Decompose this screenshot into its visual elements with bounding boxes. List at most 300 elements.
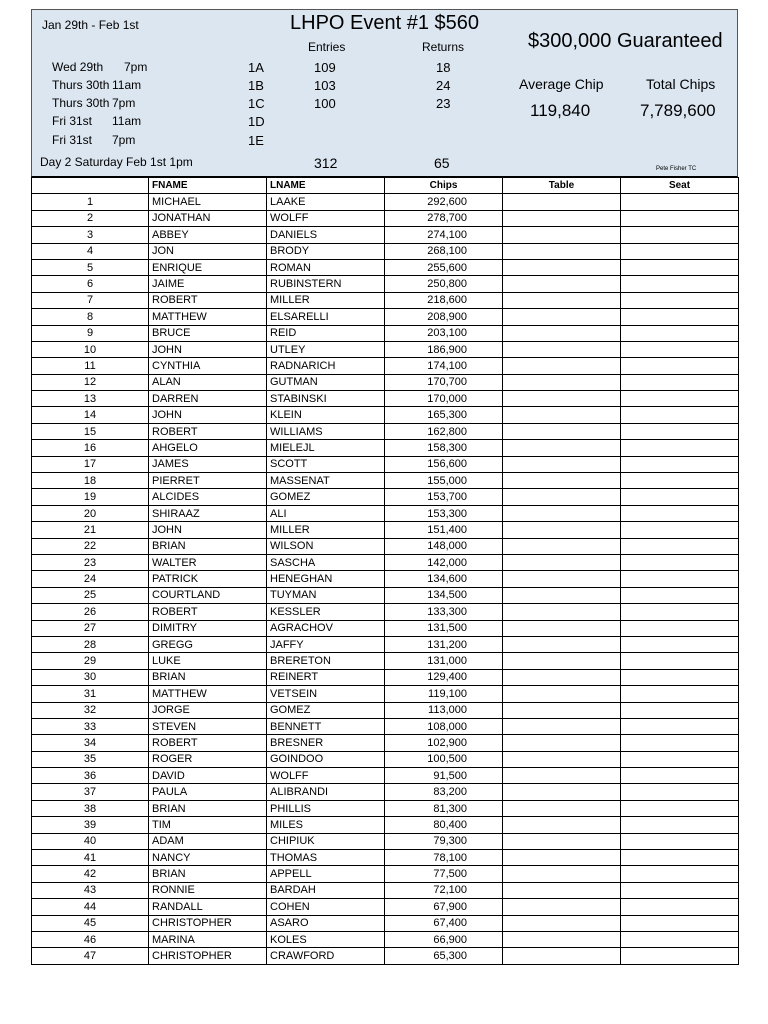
- table-row: [32, 604, 739, 620]
- cell-rank: 6: [32, 276, 149, 292]
- cell-table: [503, 473, 621, 489]
- cell-seat: [621, 505, 739, 521]
- cell-rank: 15: [32, 423, 149, 439]
- cell-fname: RONNIE: [149, 882, 267, 898]
- event-header: [31, 9, 738, 177]
- cell-seat: [621, 686, 739, 702]
- cell-fname: JOHN: [149, 522, 267, 538]
- table-row: [32, 522, 739, 538]
- cell-fname: PATRICK: [149, 571, 267, 587]
- cell-table: [503, 931, 621, 947]
- table-row: [32, 669, 739, 685]
- cell-rank: 12: [32, 374, 149, 390]
- flight-code: 1D: [248, 114, 265, 129]
- total-chips-label: Total Chips: [646, 76, 716, 92]
- cell-chips: 292,600: [385, 194, 503, 210]
- cell-lname: DANIELS: [267, 227, 385, 243]
- table-row: [32, 325, 739, 341]
- cell-table: [503, 620, 621, 636]
- cell-chips: 156,600: [385, 456, 503, 472]
- cell-fname: ROGER: [149, 751, 267, 767]
- cell-fname: DAVID: [149, 768, 267, 784]
- cell-lname: LAAKE: [267, 194, 385, 210]
- cell-seat: [621, 522, 739, 538]
- cell-rank: 30: [32, 669, 149, 685]
- cell-lname: BRERETON: [267, 653, 385, 669]
- cell-table: [503, 587, 621, 603]
- cell-chips: 72,100: [385, 882, 503, 898]
- cell-seat: [621, 751, 739, 767]
- cell-seat: [621, 587, 739, 603]
- cell-table: [503, 210, 621, 226]
- cell-seat: [621, 604, 739, 620]
- cell-table: [503, 571, 621, 587]
- cell-lname: CRAWFORD: [267, 948, 385, 964]
- cell-fname: MATTHEW: [149, 686, 267, 702]
- cell-lname: KESSLER: [267, 604, 385, 620]
- table-row: [32, 391, 739, 407]
- cell-seat: [621, 931, 739, 947]
- cell-fname: AHGELO: [149, 440, 267, 456]
- cell-table: [503, 309, 621, 325]
- cell-fname: SHIRAAZ: [149, 505, 267, 521]
- cell-rank: 27: [32, 620, 149, 636]
- cell-fname: WALTER: [149, 554, 267, 570]
- cell-chips: 131,200: [385, 636, 503, 652]
- cell-table: [503, 489, 621, 505]
- table-row: [32, 702, 739, 718]
- table-row: [32, 636, 739, 652]
- cell-chips: 162,800: [385, 423, 503, 439]
- table-row: [32, 735, 739, 751]
- table-row: [32, 833, 739, 849]
- cell-table: [503, 538, 621, 554]
- cell-lname: MASSENAT: [267, 473, 385, 489]
- cell-rank: 20: [32, 505, 149, 521]
- cell-table: [503, 505, 621, 521]
- cell-table: [503, 866, 621, 882]
- cell-rank: 3: [32, 227, 149, 243]
- table-row: [32, 243, 739, 259]
- cell-lname: UTLEY: [267, 341, 385, 357]
- cell-rank: 28: [32, 636, 149, 652]
- table-row: [32, 259, 739, 275]
- cell-chips: 268,100: [385, 243, 503, 259]
- cell-fname: BRUCE: [149, 325, 267, 341]
- cell-seat: [621, 784, 739, 800]
- cell-chips: 218,600: [385, 292, 503, 308]
- cell-fname: CYNTHIA: [149, 358, 267, 374]
- cell-rank: 18: [32, 473, 149, 489]
- flight-day: Thurs 30th: [52, 78, 110, 92]
- cell-table: [503, 423, 621, 439]
- table-row: [32, 866, 739, 882]
- cell-table: [503, 341, 621, 357]
- cell-table: [503, 702, 621, 718]
- cell-rank: 46: [32, 931, 149, 947]
- table-row: [32, 407, 739, 423]
- cell-table: [503, 227, 621, 243]
- cell-fname: STEVEN: [149, 718, 267, 734]
- cell-fname: DIMITRY: [149, 620, 267, 636]
- flight-returns: 23: [436, 96, 451, 111]
- cell-chips: 250,800: [385, 276, 503, 292]
- cell-seat: [621, 702, 739, 718]
- cell-chips: 255,600: [385, 259, 503, 275]
- cell-table: [503, 718, 621, 734]
- cell-chips: 78,100: [385, 850, 503, 866]
- cell-table: [503, 653, 621, 669]
- table-row: [32, 456, 739, 472]
- cell-table: [503, 391, 621, 407]
- cell-fname: GREGG: [149, 636, 267, 652]
- flight-time: 7pm: [112, 133, 136, 147]
- cell-chips: 142,000: [385, 554, 503, 570]
- cell-seat: [621, 850, 739, 866]
- cell-seat: [621, 915, 739, 931]
- cell-table: [503, 882, 621, 898]
- cell-fname: JAIME: [149, 276, 267, 292]
- cell-chips: 77,500: [385, 866, 503, 882]
- cell-fname: RANDALL: [149, 899, 267, 915]
- table-row: [32, 768, 739, 784]
- cell-chips: 133,300: [385, 604, 503, 620]
- cell-fname: PIERRET: [149, 473, 267, 489]
- table-header-row: [32, 178, 739, 194]
- cell-rank: 11: [32, 358, 149, 374]
- cell-rank: 5: [32, 259, 149, 275]
- table-row: [32, 210, 739, 226]
- cell-chips: 134,600: [385, 571, 503, 587]
- cell-seat: [621, 768, 739, 784]
- cell-rank: 14: [32, 407, 149, 423]
- table-row: [32, 538, 739, 554]
- cell-lname: MIELEJL: [267, 440, 385, 456]
- cell-fname: COURTLAND: [149, 587, 267, 603]
- cell-chips: 203,100: [385, 325, 503, 341]
- cell-chips: 65,300: [385, 948, 503, 964]
- cell-table: [503, 899, 621, 915]
- cell-seat: [621, 276, 739, 292]
- cell-rank: 16: [32, 440, 149, 456]
- cell-lname: STABINSKI: [267, 391, 385, 407]
- cell-chips: 274,100: [385, 227, 503, 243]
- cell-table: [503, 276, 621, 292]
- cell-table: [503, 604, 621, 620]
- cell-seat: [621, 899, 739, 915]
- table-row: [32, 194, 739, 210]
- chip-count-table: [31, 177, 739, 965]
- cell-rank: 22: [32, 538, 149, 554]
- cell-seat: [621, 391, 739, 407]
- cell-lname: SASCHA: [267, 554, 385, 570]
- cell-chips: 153,700: [385, 489, 503, 505]
- cell-fname: BRIAN: [149, 538, 267, 554]
- cell-chips: 134,500: [385, 587, 503, 603]
- cell-table: [503, 358, 621, 374]
- col-table-header: Table: [503, 178, 621, 194]
- cell-table: [503, 259, 621, 275]
- cell-lname: BENNETT: [267, 718, 385, 734]
- table-row: [32, 931, 739, 947]
- flight-returns: 18: [436, 60, 451, 75]
- cell-fname: JOHN: [149, 341, 267, 357]
- cell-chips: 208,900: [385, 309, 503, 325]
- cell-seat: [621, 358, 739, 374]
- cell-chips: 131,500: [385, 620, 503, 636]
- cell-fname: TIM: [149, 817, 267, 833]
- cell-seat: [621, 833, 739, 849]
- table-row: [32, 423, 739, 439]
- cell-seat: [621, 866, 739, 882]
- table-row: [32, 276, 739, 292]
- cell-chips: 67,900: [385, 899, 503, 915]
- cell-table: [503, 407, 621, 423]
- cell-rank: 23: [32, 554, 149, 570]
- table-row: [32, 784, 739, 800]
- cell-lname: JAFFY: [267, 636, 385, 652]
- cell-seat: [621, 440, 739, 456]
- cell-fname: ROBERT: [149, 735, 267, 751]
- cell-rank: 44: [32, 899, 149, 915]
- cell-fname: BRIAN: [149, 800, 267, 816]
- cell-rank: 40: [32, 833, 149, 849]
- cell-lname: ALI: [267, 505, 385, 521]
- cell-fname: JAMES: [149, 456, 267, 472]
- cell-chips: 108,000: [385, 718, 503, 734]
- cell-seat: [621, 309, 739, 325]
- cell-lname: APPELL: [267, 866, 385, 882]
- table-row: [32, 571, 739, 587]
- col-rank-header: [32, 178, 149, 194]
- cell-chips: 129,400: [385, 669, 503, 685]
- date-range: Jan 29th - Feb 1st: [42, 18, 139, 32]
- cell-lname: GOMEZ: [267, 702, 385, 718]
- cell-seat: [621, 407, 739, 423]
- table-row: [32, 882, 739, 898]
- table-body: [32, 194, 739, 964]
- cell-rank: 4: [32, 243, 149, 259]
- cell-rank: 42: [32, 866, 149, 882]
- cell-table: [503, 735, 621, 751]
- flight-time: 7pm: [124, 60, 148, 74]
- cell-chips: 158,300: [385, 440, 503, 456]
- cell-rank: 1: [32, 194, 149, 210]
- cell-chips: 102,900: [385, 735, 503, 751]
- cell-fname: JOHN: [149, 407, 267, 423]
- cell-fname: CHRISTOPHER: [149, 915, 267, 931]
- avg-chip-label: Average Chip: [519, 76, 604, 92]
- cell-fname: MATTHEW: [149, 309, 267, 325]
- table-row: [32, 309, 739, 325]
- cell-lname: WILSON: [267, 538, 385, 554]
- cell-lname: KLEIN: [267, 407, 385, 423]
- table-row: [32, 718, 739, 734]
- cell-seat: [621, 800, 739, 816]
- cell-seat: [621, 227, 739, 243]
- table-row: [32, 587, 739, 603]
- table-row: [32, 817, 739, 833]
- cell-seat: [621, 456, 739, 472]
- cell-table: [503, 554, 621, 570]
- cell-rank: 32: [32, 702, 149, 718]
- cell-fname: ADAM: [149, 833, 267, 849]
- cell-lname: WILLIAMS: [267, 423, 385, 439]
- cell-seat: [621, 669, 739, 685]
- cell-lname: BARDAH: [267, 882, 385, 898]
- cell-fname: JON: [149, 243, 267, 259]
- cell-lname: ROMAN: [267, 259, 385, 275]
- flight-entries: 100: [314, 96, 336, 111]
- credit-text: Pete Fisher TC: [656, 166, 697, 172]
- cell-chips: 186,900: [385, 341, 503, 357]
- cell-seat: [621, 374, 739, 390]
- cell-seat: [621, 620, 739, 636]
- cell-rank: 36: [32, 768, 149, 784]
- table-row: [32, 358, 739, 374]
- cell-fname: LUKE: [149, 653, 267, 669]
- day2-info: Day 2 Saturday Feb 1st 1pm: [40, 155, 193, 169]
- flight-code: 1E: [248, 133, 264, 148]
- cell-fname: CHRISTOPHER: [149, 948, 267, 964]
- flight-returns: 24: [436, 78, 451, 93]
- cell-rank: 38: [32, 800, 149, 816]
- total-returns: 65: [434, 155, 450, 171]
- cell-lname: WOLFF: [267, 768, 385, 784]
- cell-lname: TUYMAN: [267, 587, 385, 603]
- event-title: LHPO Event #1 $560: [290, 12, 480, 34]
- cell-chips: 81,300: [385, 800, 503, 816]
- cell-fname: ROBERT: [149, 604, 267, 620]
- cell-chips: 155,000: [385, 473, 503, 489]
- cell-lname: BRODY: [267, 243, 385, 259]
- avg-chip-value: 119,840: [530, 101, 591, 120]
- cell-chips: 67,400: [385, 915, 503, 931]
- cell-rank: 41: [32, 850, 149, 866]
- cell-table: [503, 440, 621, 456]
- cell-fname: NANCY: [149, 850, 267, 866]
- cell-table: [503, 686, 621, 702]
- table-row: [32, 554, 739, 570]
- cell-seat: [621, 636, 739, 652]
- table-row: [32, 505, 739, 521]
- col-seat-header: Seat: [621, 178, 739, 194]
- cell-rank: 13: [32, 391, 149, 407]
- cell-chips: 80,400: [385, 817, 503, 833]
- cell-lname: RUBINSTERN: [267, 276, 385, 292]
- cell-chips: 165,300: [385, 407, 503, 423]
- table-row: [32, 440, 739, 456]
- cell-chips: 113,000: [385, 702, 503, 718]
- cell-seat: [621, 259, 739, 275]
- cell-lname: ELSARELLI: [267, 309, 385, 325]
- cell-lname: RADNARICH: [267, 358, 385, 374]
- cell-seat: [621, 718, 739, 734]
- cell-lname: REID: [267, 325, 385, 341]
- cell-table: [503, 522, 621, 538]
- cell-lname: COHEN: [267, 899, 385, 915]
- cell-table: [503, 243, 621, 259]
- table-row: [32, 948, 739, 964]
- cell-fname: BRIAN: [149, 866, 267, 882]
- cell-chips: 153,300: [385, 505, 503, 521]
- cell-lname: MILES: [267, 817, 385, 833]
- cell-fname: ALCIDES: [149, 489, 267, 505]
- cell-rank: 47: [32, 948, 149, 964]
- cell-seat: [621, 489, 739, 505]
- cell-lname: PHILLIS: [267, 800, 385, 816]
- cell-seat: [621, 341, 739, 357]
- cell-table: [503, 194, 621, 210]
- total-entries: 312: [314, 155, 338, 171]
- cell-table: [503, 374, 621, 390]
- cell-lname: CHIPIUK: [267, 833, 385, 849]
- col-chips-header: Chips: [385, 178, 503, 194]
- table-row: [32, 653, 739, 669]
- cell-chips: 170,700: [385, 374, 503, 390]
- cell-lname: REINERT: [267, 669, 385, 685]
- cell-table: [503, 456, 621, 472]
- cell-chips: 79,300: [385, 833, 503, 849]
- cell-chips: 100,500: [385, 751, 503, 767]
- cell-lname: HENEGHAN: [267, 571, 385, 587]
- cell-rank: 34: [32, 735, 149, 751]
- cell-table: [503, 833, 621, 849]
- cell-rank: 8: [32, 309, 149, 325]
- cell-rank: 43: [32, 882, 149, 898]
- cell-lname: THOMAS: [267, 850, 385, 866]
- cell-lname: WOLFF: [267, 210, 385, 226]
- cell-seat: [621, 243, 739, 259]
- cell-lname: MILLER: [267, 522, 385, 538]
- cell-table: [503, 669, 621, 685]
- table-row: [32, 227, 739, 243]
- table-row: [32, 374, 739, 390]
- cell-table: [503, 751, 621, 767]
- cell-chips: 131,000: [385, 653, 503, 669]
- cell-chips: 151,400: [385, 522, 503, 538]
- flight-entries: 109: [314, 60, 336, 75]
- cell-seat: [621, 882, 739, 898]
- cell-chips: 119,100: [385, 686, 503, 702]
- cell-rank: 7: [32, 292, 149, 308]
- cell-fname: ROBERT: [149, 423, 267, 439]
- cell-seat: [621, 210, 739, 226]
- table-row: [32, 620, 739, 636]
- cell-rank: 35: [32, 751, 149, 767]
- cell-chips: 170,000: [385, 391, 503, 407]
- cell-rank: 9: [32, 325, 149, 341]
- cell-lname: ALIBRANDI: [267, 784, 385, 800]
- cell-rank: 21: [32, 522, 149, 538]
- flight-code: 1A: [248, 60, 264, 75]
- cell-lname: GUTMAN: [267, 374, 385, 390]
- cell-table: [503, 850, 621, 866]
- cell-lname: KOLES: [267, 931, 385, 947]
- flight-day: Fri 31st: [52, 133, 93, 147]
- cell-fname: BRIAN: [149, 669, 267, 685]
- table-row: [32, 341, 739, 357]
- total-chips-value: 7,789,600: [640, 101, 716, 120]
- table-row: [32, 751, 739, 767]
- flight-time: 7pm: [112, 96, 136, 110]
- cell-lname: MILLER: [267, 292, 385, 308]
- table-row: [32, 800, 739, 816]
- flight-day: Fri 31st: [52, 114, 93, 128]
- cell-rank: 37: [32, 784, 149, 800]
- cell-lname: VETSEIN: [267, 686, 385, 702]
- flight-time: 11am: [112, 114, 142, 128]
